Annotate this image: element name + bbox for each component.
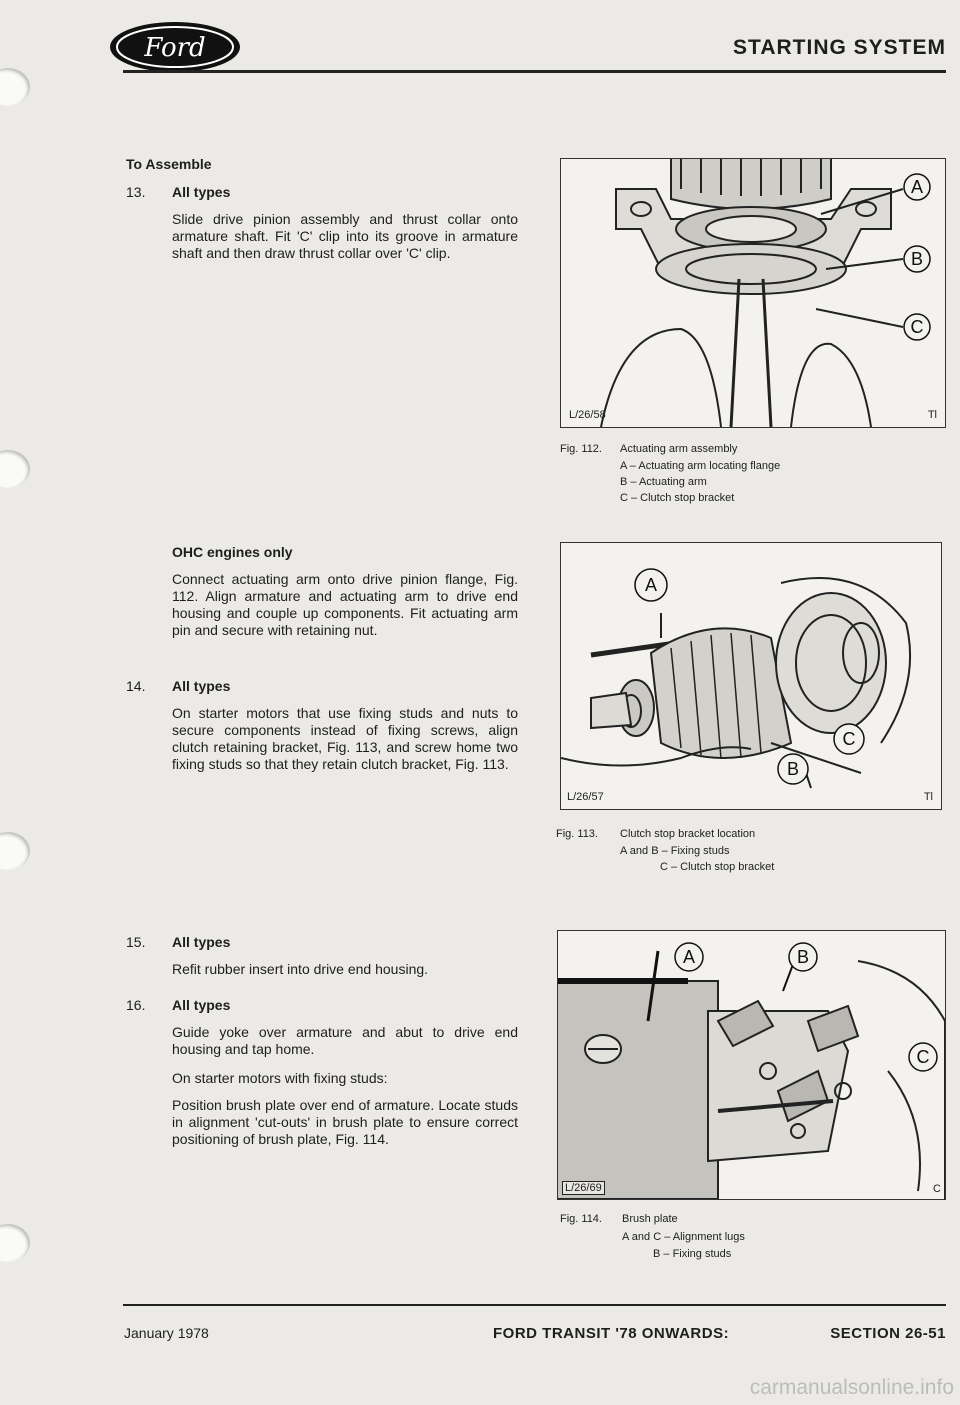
binder-hole	[0, 832, 30, 870]
header-rule	[123, 70, 946, 73]
fig112-label-c: C	[910, 317, 924, 337]
footer-date: January 1978	[124, 1325, 209, 1341]
step-13-number: 13.	[126, 184, 146, 200]
figure-113-illustration	[560, 542, 942, 810]
fig114-caption-line: A and C – Alignment lugs	[622, 1231, 745, 1243]
ford-logo	[108, 20, 242, 74]
fig113-label-a: A	[644, 575, 658, 595]
footer-section: SECTION 26-51	[830, 1325, 946, 1342]
ohc-heading: OHC engines only	[172, 544, 293, 560]
step-16-title: All types	[172, 997, 231, 1013]
footer-rule	[123, 1304, 946, 1306]
fig114-caption-title: Brush plate	[622, 1213, 678, 1225]
fig114-label-c: C	[916, 1047, 930, 1067]
step-14-body: On starter motors that use fixing studs and nuts to secure components instead of fixing screws, align clutch retaining bracket, Fig. 113, and screw home two fixing studs so that they retain clutch bracket, Fig. 113.	[172, 705, 518, 772]
fig114-label-a: A	[682, 947, 696, 967]
fig113-label-c: C	[842, 729, 856, 749]
watermark: carmanualsonline.info	[749, 1376, 954, 1399]
fig112-ref: L/26/58	[569, 409, 606, 421]
step-15-body: Refit rubber insert into drive end housing.	[172, 961, 429, 977]
fig112-caption-line: B – Actuating arm	[620, 476, 707, 488]
fig113-caption-line: C – Clutch stop bracket	[660, 861, 775, 873]
step-16-body-1: Guide yoke over armature and abut to drive end housing and tap home.	[172, 1024, 518, 1057]
fig112-caption-line: A – Actuating arm locating flange	[620, 460, 781, 472]
fig113-caption-line: A and B – Fixing studs	[620, 845, 730, 857]
fig112-tag: Tl	[927, 409, 937, 421]
step-15-title: All types	[172, 934, 231, 950]
fig114-ref: L/26/69	[562, 1181, 605, 1195]
step-13-body: Slide drive pinion assembly and thrust collar onto armature shaft. Fit 'C' clip into its groove in armature shaft and then draw thrust collar over 'C' clip.	[172, 211, 518, 261]
fig113-caption-title: Clutch stop bracket location	[620, 828, 756, 840]
fig112-caption-line: C – Clutch stop bracket	[620, 492, 735, 504]
binder-hole	[0, 68, 30, 106]
binder-hole	[0, 450, 30, 488]
step-14-title: All types	[172, 678, 231, 694]
ohc-body: Connect actuating arm onto drive pinion flange, Fig. 112. Align armature and actuating arm to drive end housing and couple up components. Fit actuating arm pin and secure with retaining nut.	[172, 571, 518, 638]
page-header-title: STARTING SYSTEM	[733, 36, 946, 59]
fig113-caption-num: Fig. 113.	[556, 828, 598, 840]
step-16-body-2: On starter motors with fixing studs:	[172, 1070, 388, 1086]
step-16-number: 16.	[126, 997, 146, 1013]
fig114-label-b: B	[796, 947, 810, 967]
to-assemble-heading: To Assemble	[126, 156, 212, 172]
fig114-caption-num: Fig. 114.	[560, 1213, 602, 1225]
fig112-caption-num: Fig. 112.	[560, 443, 602, 455]
step-13-title: All types	[172, 184, 231, 200]
fig114-tag: C	[933, 1183, 941, 1195]
logo-text: Ford	[144, 33, 206, 63]
fig114-caption-line: B – Fixing studs	[653, 1248, 732, 1260]
step-14-number: 14.	[126, 678, 146, 694]
fig113-ref: L/26/57	[567, 791, 604, 803]
step-15-number: 15.	[126, 934, 146, 950]
figure-112-illustration	[560, 158, 946, 428]
figure-114-illustration	[557, 930, 946, 1200]
step-16-body-3: Position brush plate over end of armature. Locate studs in alignment 'cut-outs' in brush plate to ensure correct positioning of brush plate, Fig. 114.	[172, 1097, 518, 1147]
binder-hole	[0, 1224, 30, 1262]
fig113-tag: Tl	[923, 791, 933, 803]
fig113-label-b: B	[786, 759, 800, 779]
fig112-caption-title: Actuating arm assembly	[620, 443, 738, 455]
fig112-label-a: A	[910, 177, 924, 197]
footer-title: FORD TRANSIT '78 ONWARDS:	[493, 1325, 730, 1342]
fig112-label-b: B	[910, 249, 924, 269]
